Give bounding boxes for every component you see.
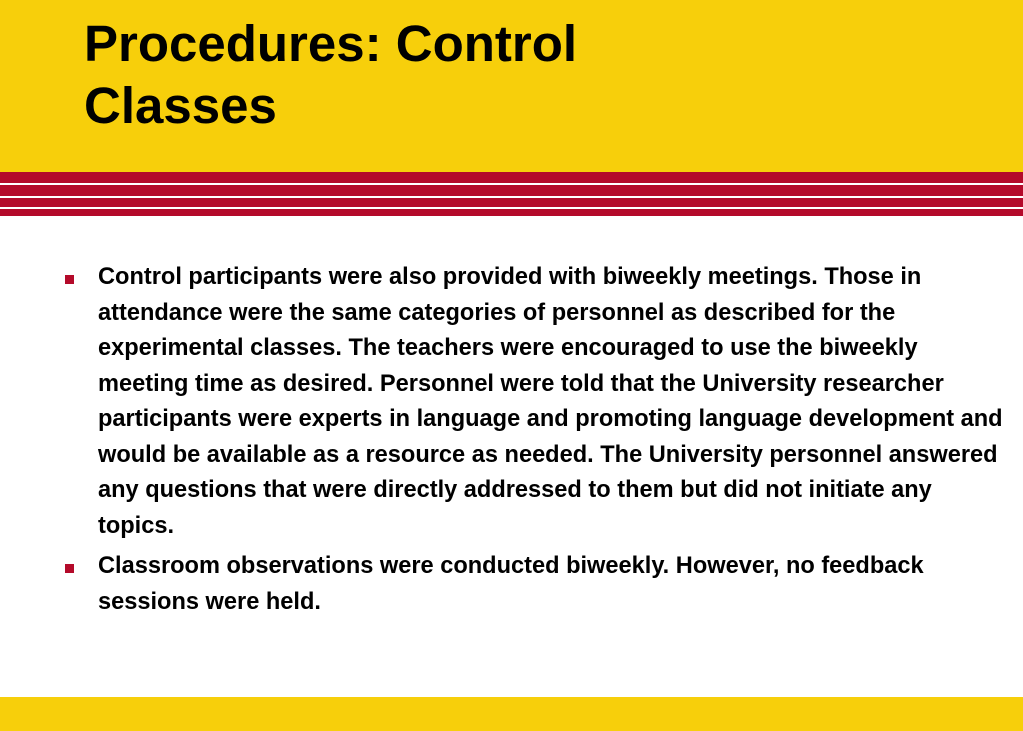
slide-title — [84, 13, 984, 137]
stripe — [0, 185, 1023, 196]
stripe — [0, 172, 1023, 183]
bullet-item-2 — [60, 549, 1010, 620]
title-band — [0, 0, 1023, 172]
stripe — [0, 209, 1023, 216]
stripe — [0, 198, 1023, 207]
slide-title-line-2: Classes — [84, 77, 277, 134]
bullet-list — [60, 260, 1010, 625]
decorative-stripes — [0, 172, 1023, 216]
footer-band — [0, 697, 1023, 731]
bullet-text-1: Control participants were also provided with biweekly meetings. Those in attendance were the same categories of personnel as described for the experimental classes. The teachers were encouraged to use the biweekly meeting time as desired. Personnel were told that the University researcher participants were experts in language and promoting language development and would be available as a resource as needed. The University personnel answered any questions that were directly addressed to them but did not initiate any topics. — [98, 264, 1003, 539]
bullet-item-1 — [60, 260, 1010, 544]
slide-title-line-1: Procedures: Control — [84, 15, 578, 72]
bullet-text-2: Classroom observations were conducted biweekly. However, no feedback sessions were held. — [98, 553, 924, 615]
square-bullet-icon — [65, 275, 74, 284]
square-bullet-icon — [65, 564, 74, 573]
